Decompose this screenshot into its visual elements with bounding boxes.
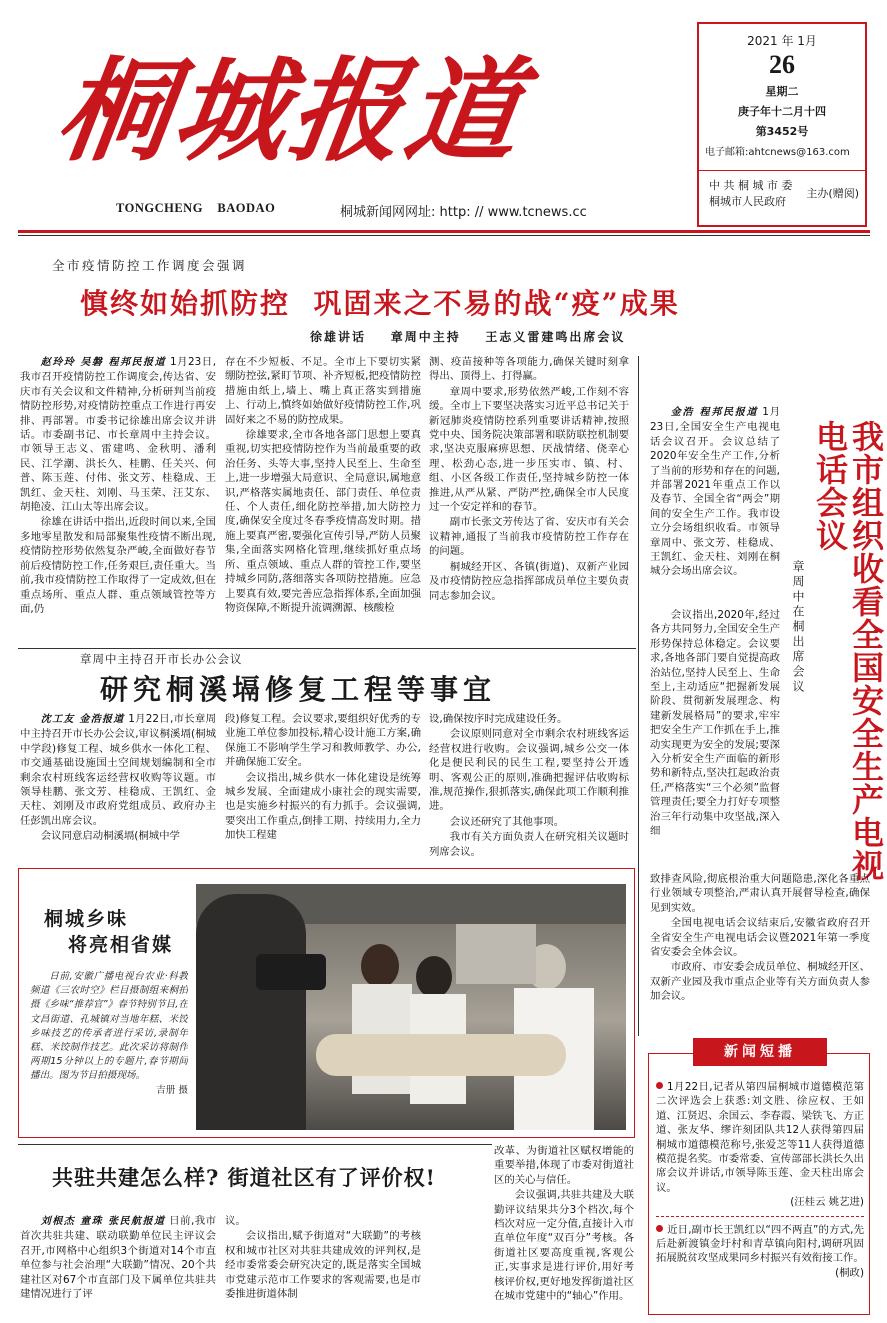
story3-headline[interactable]: 我市组织收看全国安全生产电视电话会议 bbox=[811, 420, 885, 882]
divider-vertical bbox=[638, 356, 639, 1036]
story2-headline[interactable]: 研究桐溪塥修复工程等事宜 bbox=[100, 673, 497, 706]
story2-byline: 沈工友 金浩报道 bbox=[40, 714, 125, 725]
brief-item-1-credit: (汪桂云 姚艺进) bbox=[790, 1196, 864, 1209]
story3-body bbox=[650, 608, 780, 870]
date-day: 26 bbox=[769, 50, 795, 79]
story1-col3-para2: 章周中要求,形势依然严峻,工作刻不容缓。全市上下要坚决落实习近平总书记关于新冠肺炎疫情防控系列重要讲话精神,按照党中央、国务院决策部署和联防联控机制要求,坚决克服麻痹思想、厌战情绪、侥幸心理、松劲心态,进一步压实市、镇、村、组、小区各级工作责任,坚持城乡防控一体推进,从严从紧、严防严控,确保全市人民度过一个安定祥和的春节。 bbox=[429, 385, 629, 514]
masthead-website[interactable]: 桐城新闻网网址: http: // www.tcnews.cc bbox=[340, 205, 587, 220]
story4-column-2 bbox=[225, 1214, 421, 1318]
story4-col2-para2: 会议指出,赋予街道对“大联勤”的考核权和城市社区对共驻共建成效的评判权,是经市委常委会研究决定的,既是落实全国城市党建示范市工作要求的客观需要,也是市委推进街道体制 bbox=[225, 1230, 421, 1301]
masthead-logo: 桐城报道 bbox=[49, 46, 532, 177]
story1-col1-text: 1月23日,我市召开疫情防控工作调度会,传达省、安庆市有关会议和文件精神,分析研判当前疫情防控形势,对疫情防控重点工作进行再安排、再部署。市委书记徐雄出席会议并讲话。市委副书记、市长章周中主持会议。市领导王志义、雷建鸣、金秋明、潘利民、江学潮、洪长久、桂鹏、任关兴、何普、陈玉莲、付伟、张文芳、桂稳成、王凯红、金天柱、刘刚、马玉荣、汪艾东、胡艳凌、江山太等出席会议。 bbox=[20, 356, 216, 514]
story2-col3-para3: 会议还研究了其他事项。 bbox=[449, 815, 565, 828]
briefs-content bbox=[656, 1080, 864, 1312]
story4-col2-text: 议。 bbox=[225, 1215, 246, 1227]
story3-body-wide bbox=[650, 872, 870, 1032]
story3-byline: 金浩 程邦民报道 bbox=[670, 407, 759, 418]
story2-col2-text: 段)修复工程。会议要求,要组织好优秀的专业施工单位参加投标,精心设计施工方案,确保施工不影响学生学习和教师教学、办公,并确保施工安全。 bbox=[225, 713, 421, 769]
date-lunar: 庚子年十二月十四 bbox=[738, 105, 826, 118]
brief-item-1: 1月22日,记者从第四届桐城市道德模范第二次评选会上获悉:刘文胜、徐应权、王如道、江贤迟、余国云、李春霞、梁铁飞、方正道、张友华、缪许刻团队共12人获得第四届桐城市道德模范称号,张爱芝等11人获得道德模范提名奖。市委常委、宣传部部长洪长久出席会议并讲话,市领导陈玉莲、金天柱出席会议。 bbox=[656, 1081, 864, 1194]
story4-col3-para2: 会议强调,共驻共建及大联勤评议结果共分3个档次,每个档次对应一定分值,直接计入市直单位年度“双百分”考核。各街道社区要高度重视,客观公正,实事求是进行评价,用好考核评价权,更好地发挥街道社区在城市党建中的“轴心”作用。 bbox=[494, 1189, 634, 1303]
story1-byline: 赵玲玲 吴磐 程邦民报道 bbox=[40, 357, 167, 368]
story1-subline: 徐雄讲话 章周中主持 王志义雷建鸣出席会议 bbox=[310, 330, 626, 344]
date-box bbox=[697, 22, 867, 227]
story3-side: 章周中在桐出席会议 bbox=[791, 560, 805, 695]
story3-para2b: 致排查风险,彻底根治重大问题隐患,深化各重点行业领域专项整治,严肃认真开展督导检查,确保见到实效。 bbox=[650, 873, 870, 914]
story1-col2-text: 存在不少短板、不足。全市上下要切实紧绷防控弦,紧盯节项、补齐短板,把疫情防控措施由纸上,墙上、嘴上真正落实到措施上、行动上,慎终如始做好疫情防控工作,巩固好来之不易的防控成果。 bbox=[225, 356, 421, 426]
story1-col3-text: 测、疫苗接种等各项能力,确保关键时刻拿得出、顶得上、打得赢。 bbox=[429, 356, 629, 383]
brief-item-2: 近日,副市长王凯红以“四不两直”的方式,先后赴新渡镇金圩村和青草镇向阳村,调研巩固拓展脱贫攻坚成果同乡村振兴有效衔接工作。 bbox=[656, 1223, 864, 1265]
story1-headline[interactable]: 慎终如始抓防控 巩固来之不易的战“疫”成果 bbox=[80, 287, 680, 320]
story2-col3-para4: 我市有关方面负责人在研究相关议题时列席会议。 bbox=[429, 831, 629, 858]
story2-col1-para2: 会议同意启动桐溪塥(桐城中学 bbox=[40, 830, 180, 843]
host-line-1: 中 共 桐 城 市 委 bbox=[709, 179, 793, 192]
date-year-month: 2021 年 1月 bbox=[747, 34, 817, 48]
story4-column-1 bbox=[20, 1214, 216, 1318]
story1-col3-para4: 桐城经开区、各镇(街道)、双新产业园及市疫情防控应急指挥部成员单位主要负责同志参加会议。 bbox=[429, 560, 629, 602]
date-weekday: 星期二 bbox=[765, 85, 799, 98]
story1-column-1 bbox=[20, 355, 216, 645]
story2-col3-para2: 会议原则同意对全市剩余农村班线客运经营权进行收购。会议强调,城乡公交一体化是便民利民的民生工程,要坚持公开透明、客观公正的原则,准确把握评估收购标准,规范操作,狠抓落实,确保此项工作顺利推进。 bbox=[429, 728, 629, 813]
masthead-rule-thin bbox=[18, 235, 870, 236]
story2-column-3 bbox=[429, 712, 629, 864]
briefs-title: 新闻短播 bbox=[693, 1038, 827, 1066]
story3-para2: 会议指出,2020年,经过各方共同努力,全国安全生产形势保持总体稳定。会议要求,各地各部门要自觉提高政治站位,坚持人民至上、生命至上,主动适应“把握新发展阶段、贯彻新发展理念、构建新发展格局”的要求,牢牢把安全生产工作抓在手上,推动实现更为安全的发展;要深入分析安全生产面临的新形势和新特点,坚决扛起政治责任,严格落实“三个必须”监督管理责任;要全力打好专项整治三年行动集中攻坚战,深入细 bbox=[650, 609, 780, 838]
host-suffix: 主办(赠阅) bbox=[806, 187, 859, 200]
email[interactable]: 电子邮箱:ahtcnews@163.com bbox=[705, 147, 850, 158]
story1-column-2 bbox=[225, 355, 421, 645]
story2-col2-para2: 会议指出,城乡供水一体化建设是统筹城乡发展、全面建成小康社会的现实需要,也是实施乡村振兴的有力抓手。会议强调,要突出工作重点,倒排工期、持续用力,全力加快工程建 bbox=[225, 771, 421, 842]
story1-column-3 bbox=[429, 355, 629, 645]
masthead-rule bbox=[18, 230, 870, 233]
story3-para4: 市政府、市安委会成员单位、桐城经开区、双新产业园及我市重点企业等有关方面负责人参加会议。 bbox=[650, 961, 870, 1003]
brief-bullet-2 bbox=[656, 1225, 663, 1232]
brief-bullet-1 bbox=[656, 1082, 663, 1089]
divider-story1 bbox=[18, 648, 636, 649]
photo-story-title-2: 将亮相省媒 bbox=[68, 934, 174, 956]
story3-para3: 全国电视电话会议结束后,安徽省政府召开全省安全生产电视电话会议暨2021年第一季度省安委会全体会议。 bbox=[650, 917, 870, 959]
photo-story-caption bbox=[30, 970, 188, 1122]
photo-credit: 吉册 摄 bbox=[156, 1084, 188, 1096]
story4-col1-text: 日前,我市首次共驻共建、联动联勤单位民主评议会召开,市网格中心组织3个街道对14个市直单位参与社会治理“大联勤”情况、20个共建社区对67个市直部门及下属单位共驻共建情况进行了评 bbox=[20, 1215, 216, 1301]
story4-headline[interactable]: 共驻共建怎么样? 街道社区有了评价权! bbox=[52, 1165, 436, 1190]
story4-byline: 刘根杰 童珠 张民航报道 bbox=[40, 1216, 166, 1227]
story2-kicker: 章周中主持召开市长办公会议 bbox=[80, 652, 243, 666]
story1-kicker: 全市疫情防控工作调度会强调 bbox=[52, 258, 248, 273]
divider-story4 bbox=[18, 1144, 492, 1145]
issue-number: 第3452号 bbox=[755, 125, 809, 138]
story2-col1-text: 1月22日,市长章周中主持召开市长办公会议,审议桐溪塥(桐城中学段)修复工程、城乡供水一体化工程、市交通基础设施国土空间规划编制和全市剩余农村班线客运经营权收购等议题。市领导桂鹏、张文芳、桂稳成、王凯红、金天柱、刘刚及市政府党组成员、政府办主任彭凯出席会议。 bbox=[20, 713, 216, 827]
brief-divider bbox=[656, 1216, 864, 1217]
masthead-pinyin: TONGCHENG BAODAO bbox=[116, 201, 276, 215]
story4-col3-text: 改革、为街道社区赋权增能的重要举措,体现了市委对街道社区的关心与信任。 bbox=[494, 1145, 634, 1186]
story1-col1-para2: 徐雄在讲话中指出,近段时间以来,全国多地零星散发和局部聚集性疫情不断出现,疫情防控形势依然复杂严峻,全面做好春节前后疫情防控工作,任务艰巨,责任重大。当前,我市疫情防控工作取得了一定成效,但在重点场所、重点人群、重点领域管控等方面,仍 bbox=[20, 516, 216, 615]
photo-caption-text: 日前,安徽广播电视台农业·科教频道《三农时空》栏目摄制组来桐拍摄《乡味“推荐官”》春节特别节目,在文昌街道、孔城镇对当地年糕、米饺乡味技艺的传承者进行采访,录制年糕、米饺制作技艺。此次采访将制作两期15分钟以上的专题片,春节期间播出。图为节目拍摄现场。 bbox=[30, 971, 188, 1082]
story3-intro bbox=[650, 405, 780, 605]
story3-intro-text: 1月23日,全国安全生产电视电话会议召开。会议总结了2020年安全生产工作,分析了当前的形势和存在的问题,并部署2021年重点工作以及春节、全国全省“两会”期间的安全生产工作。我市设立分会场组织收看。市领导章周中、张文芳、桂稳成、王凯红、金天柱、刘刚在桐城分会场出席会议。 bbox=[650, 406, 780, 578]
brief-item-2-credit: (桐政) bbox=[835, 1266, 864, 1279]
story1-col2-para2: 徐雄要求,全市各地各部门思想上要真重视,切实把疫情防控作为当前最重要的政治任务、头等大事,坚持人民至上、生命至上,进一步增强大局意识、全局意识,属地意识,严格落实属地责任、部门责任、单位责任、个人责任,细化防控举措,加大防控力度,确保安全度过冬春季疫情高发时期。措施上要真严密,要强化宣传引导,严防人员聚集,全面落实网格化管理,继续抓好重点场所、重点领域、重点人群的管控工作,要坚持城乡同防,落细落实各项防控措施。应急上要真有效,要完善应急指挥体系,全面加强物资保障,不断提升流调溯源、核酸检 bbox=[225, 429, 421, 614]
story2-column-1 bbox=[20, 712, 216, 864]
host-info bbox=[699, 170, 865, 209]
photo-story-title-1: 桐城乡味 bbox=[44, 908, 129, 930]
story1-col3-para3: 副市长张文芳传达了省、安庆市有关会议精神,通报了当前我市疫情防控工作存在的问题。 bbox=[429, 516, 629, 558]
story2-column-2 bbox=[225, 712, 421, 864]
story2-col3-text: 设,确保按序时完成建设任务。 bbox=[429, 713, 568, 725]
host-line-2: 桐城市人民政府 bbox=[709, 195, 786, 208]
story4-column-3 bbox=[494, 1144, 634, 1318]
news-photo bbox=[196, 884, 626, 1130]
